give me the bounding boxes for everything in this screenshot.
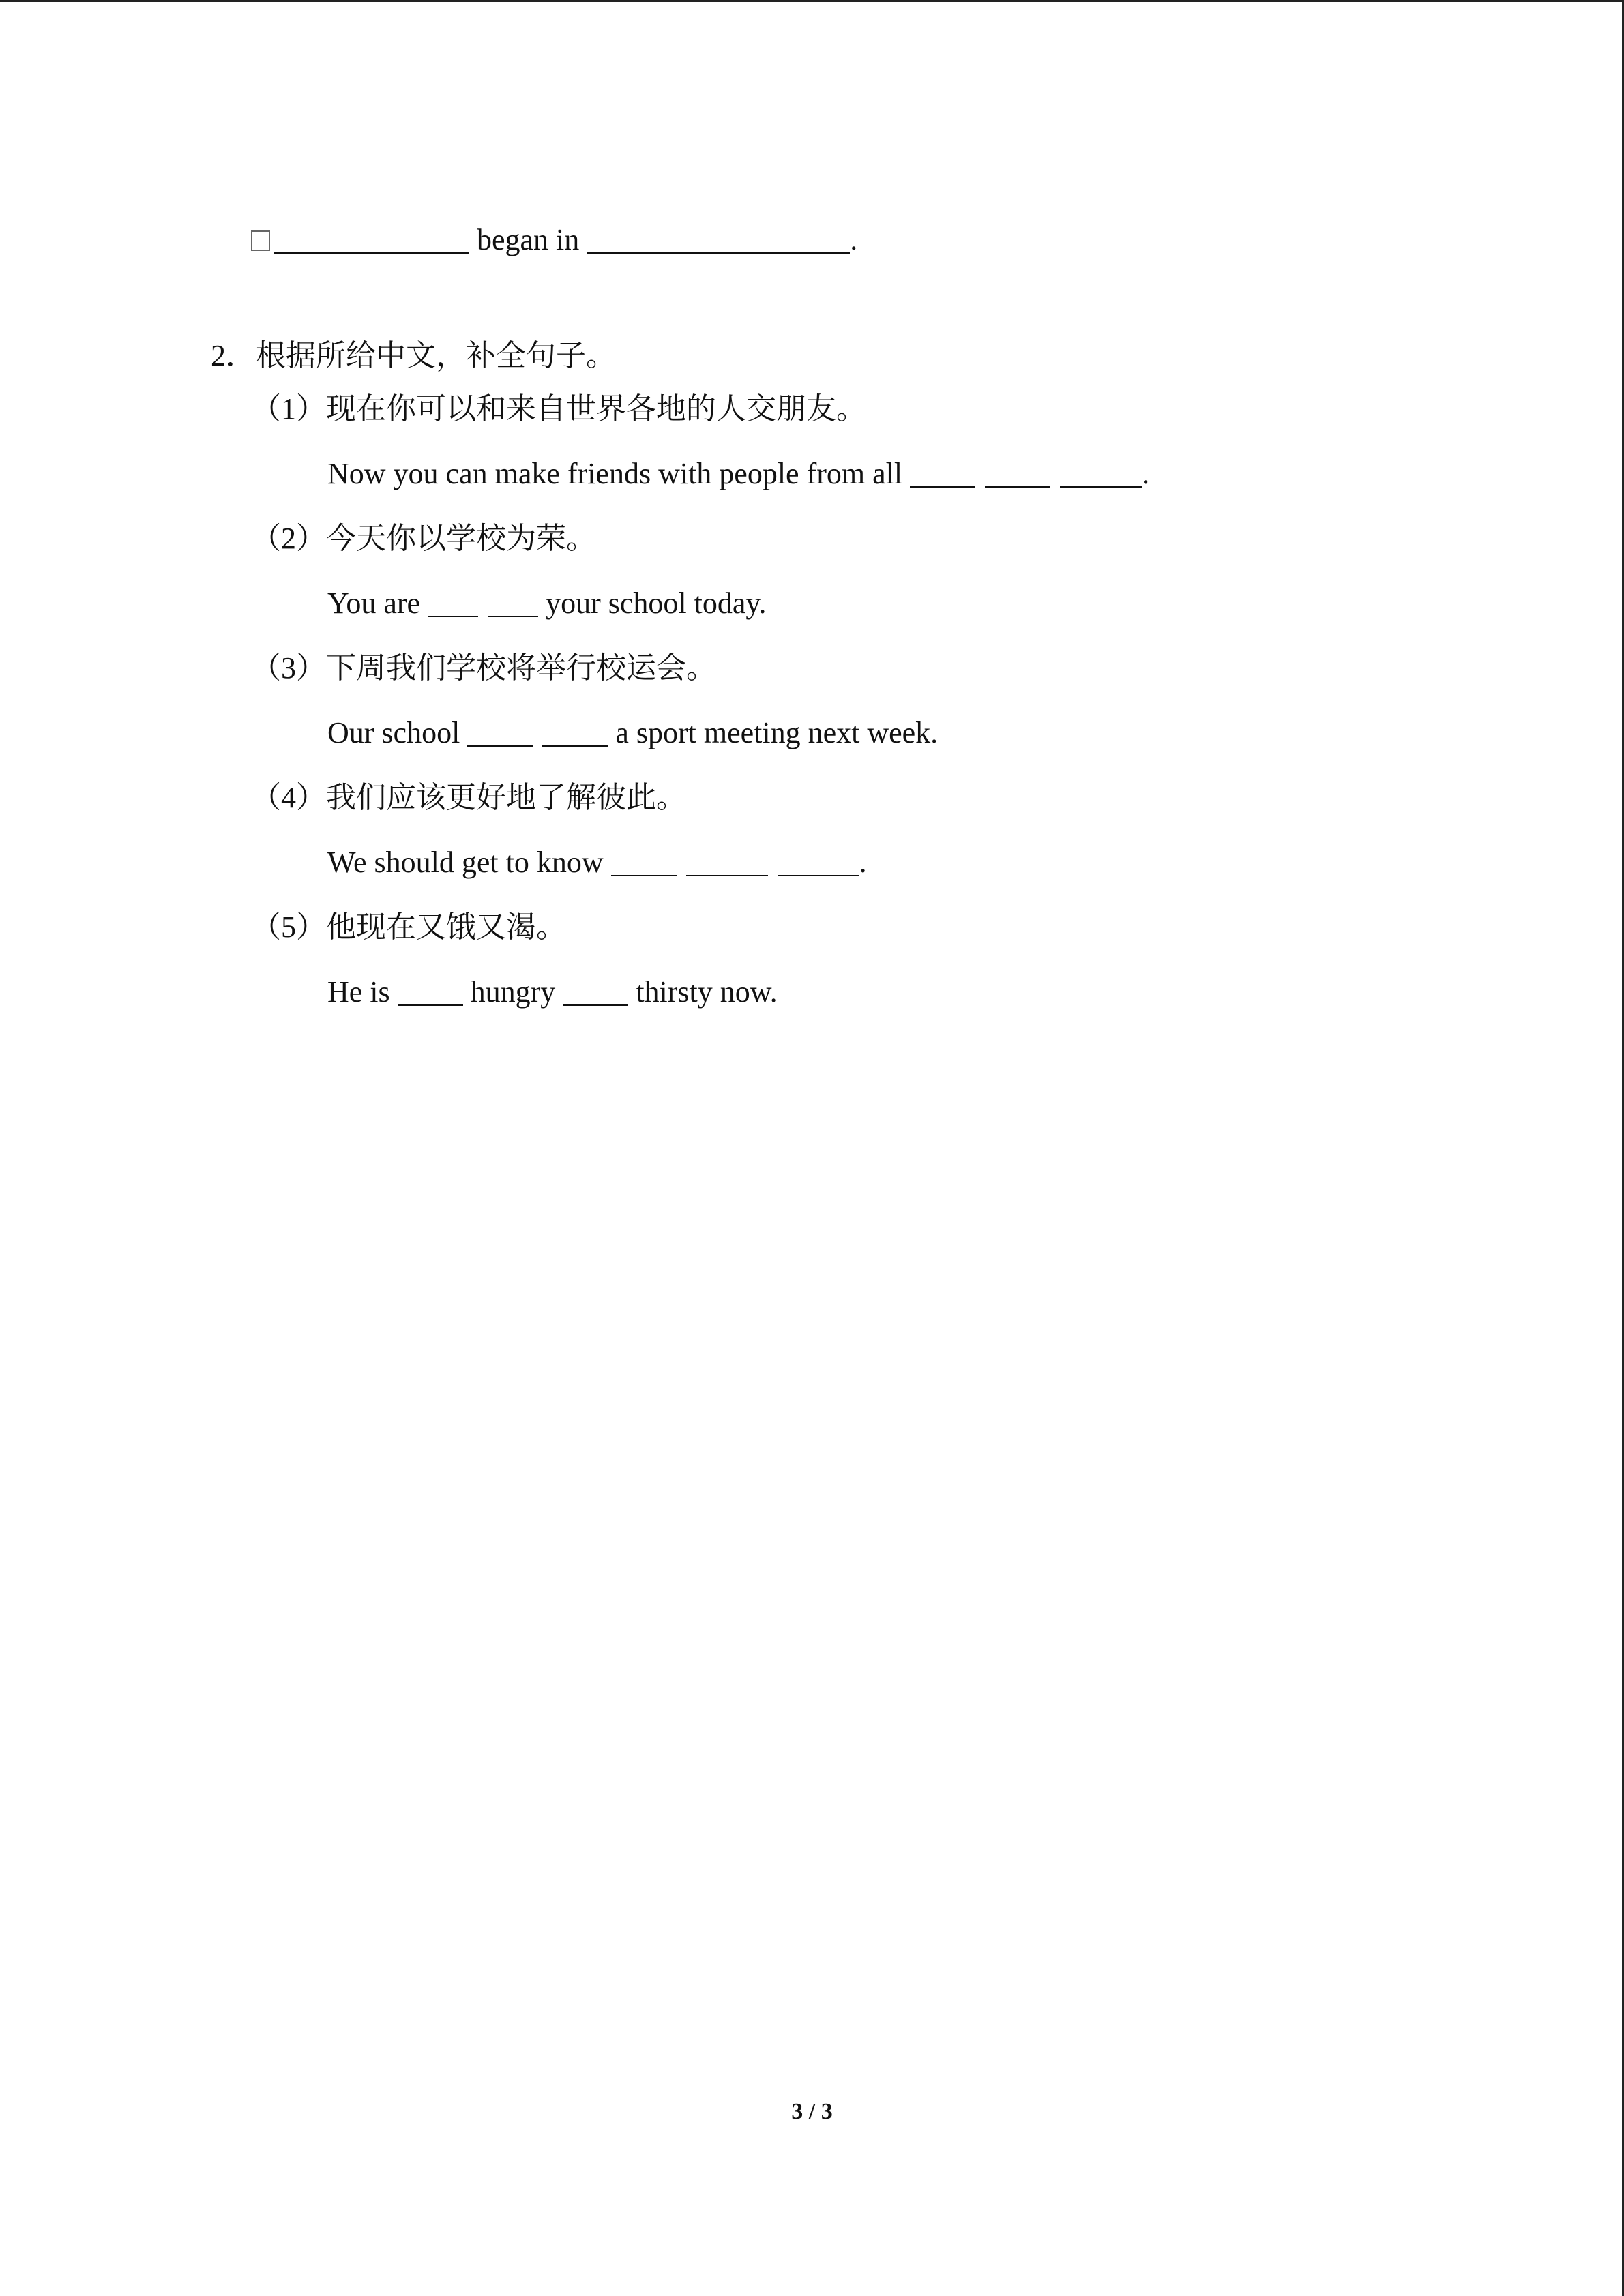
item-3-chinese [251,648,716,689]
item-1-english [327,453,1149,494]
item-english-end: thirsty now. [636,975,778,1009]
answer-blank[interactable] [1060,459,1142,488]
fragment-line [251,220,857,260]
item-5-chinese [251,907,566,948]
answer-blank[interactable] [611,848,677,876]
item-chinese-text: 今天你以学校为荣。 [326,522,596,555]
answer-blank[interactable] [398,977,463,1006]
item-english-end: . [1142,457,1150,490]
answer-blank[interactable] [488,588,538,617]
item-label: （2） [251,522,326,555]
answer-blank[interactable] [563,977,628,1006]
item-english-text: Now you can make friends with people from all [327,457,903,490]
item-english-end: . [859,846,867,879]
fragment-text: began in [477,223,580,256]
item-chinese-text: 我们应该更好地了解彼此。 [326,781,686,814]
item-2-chinese [251,518,596,559]
item-label: （1） [251,392,326,426]
answer-blank[interactable] [910,459,975,488]
answer-blank[interactable] [686,848,768,876]
item-english-text: You are [327,586,421,620]
question-instruction: 根据所给中文，补全句子。 [256,339,616,372]
item-chinese-text: 现在你可以和来自世界各地的人交朋友。 [326,392,866,426]
fragment-period: . [850,223,858,256]
item-4-english [327,842,867,883]
item-label: （3） [251,651,326,685]
item-2-english [327,583,767,624]
answer-blank[interactable] [985,459,1050,488]
item-english-text: Our school [327,716,460,749]
item-chinese-text: 下周我们学校将举行校运会。 [326,651,716,685]
item-1-chinese [251,389,866,430]
item-chinese-text: 他现在又饿又渴。 [326,910,566,944]
item-5-english [327,972,778,1013]
item-label: （4） [251,781,326,814]
item-english-end: your school today. [546,586,767,620]
answer-blank[interactable] [467,718,533,747]
answer-blank[interactable] [542,718,608,747]
checkbox-icon [251,230,270,251]
answer-blank[interactable] [778,848,859,876]
answer-blank[interactable] [428,588,478,617]
page-border-top [0,0,1624,2]
answer-blank[interactable] [587,225,850,254]
item-english-text: He is [327,975,390,1009]
item-english-end: a sport meeting next week. [615,716,939,749]
item-4-chinese [251,777,686,818]
item-english-middle: hungry [470,975,556,1009]
page-number: 3 / 3 [791,2099,833,2124]
question-heading [211,336,616,376]
item-3-english [327,713,938,754]
item-label: （5） [251,910,326,944]
item-english-text: We should get to know [327,846,604,879]
question-number: 2． [211,339,256,372]
answer-blank[interactable] [274,225,469,254]
